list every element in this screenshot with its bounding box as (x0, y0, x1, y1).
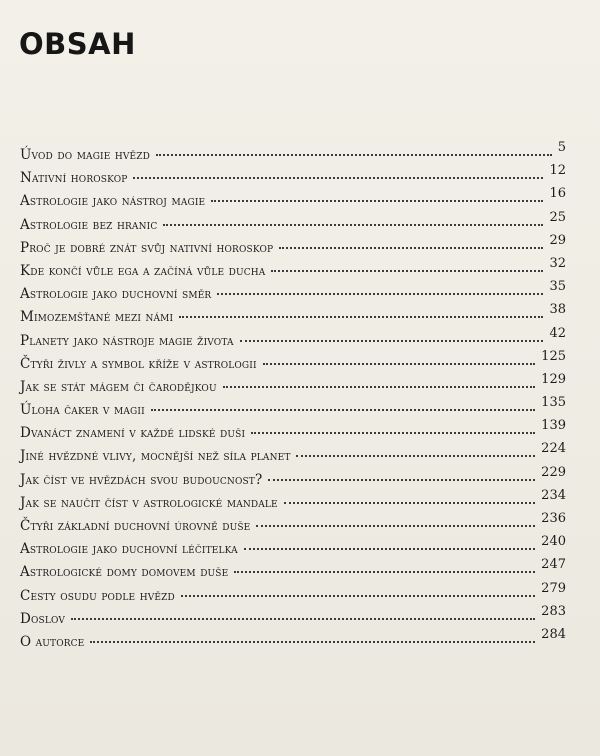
toc-entry-title: Čtyři živly a symbol kříže v astrologii (20, 355, 257, 372)
toc-entry (20, 279, 566, 306)
toc-entry-title: Astrologie jako duchovní směr (20, 286, 212, 303)
dot-leader (251, 432, 535, 434)
dot-leader (211, 200, 543, 202)
toc-entry-page-number: 129 (541, 371, 566, 387)
toc-entry (20, 511, 566, 538)
toc-entry-title: Čtyři základní duchovní úrovně duše (20, 518, 251, 534)
toc-entry-page-number: 234 (541, 487, 566, 503)
toc-entry-title: Astrologie bez hranic (20, 216, 158, 233)
toc-entry-page-number: 38 (549, 302, 566, 318)
toc-entry (20, 534, 566, 561)
toc-entry (20, 140, 566, 167)
toc-entry-title: Úvod do magie hvězd (20, 147, 151, 163)
dot-leader (268, 479, 535, 481)
toc-entry-title: Astrologie jako duchovní léčitelka (20, 541, 238, 558)
dot-leader (179, 316, 543, 318)
toc-entry (20, 557, 566, 584)
toc-entry (20, 302, 566, 329)
table-of-contents (20, 140, 566, 654)
toc-entry (20, 255, 566, 283)
toc-entry (20, 163, 566, 190)
toc-entry-title: Jiné hvězdné vlivy, mocnější než síla planet (20, 448, 291, 465)
toc-entry-page-number: 229 (541, 464, 566, 480)
dot-leader (90, 641, 535, 643)
dot-leader (156, 154, 552, 156)
toc-entry (20, 325, 566, 353)
toc-entry (20, 418, 566, 445)
toc-entry-title: Planety jako nástroje magie života (20, 332, 234, 349)
dot-leader (163, 224, 543, 226)
toc-entry-page-number: 284 (541, 626, 566, 642)
toc-entry-title: Úloha čaker v magii (20, 402, 145, 419)
toc-entry-page-number: 279 (541, 580, 566, 596)
dot-leader (256, 525, 535, 527)
toc-entry-page-number: 135 (541, 395, 566, 411)
toc-entry-page-number: 29 (549, 232, 566, 248)
dot-leader (234, 571, 535, 573)
toc-entry-page-number: 236 (541, 511, 566, 526)
toc-entry-page-number: 139 (541, 418, 566, 434)
toc-entry-page-number: 5 (557, 140, 566, 155)
toc-entry (20, 603, 566, 631)
dot-leader (181, 595, 535, 597)
toc-entry (20, 186, 566, 213)
toc-entry-page-number: 32 (549, 255, 566, 271)
dot-leader (223, 386, 535, 388)
toc-entry (20, 348, 566, 376)
toc-entry (20, 395, 566, 422)
dot-leader (263, 363, 536, 365)
toc-entry-title: Jak se stát mágem či čarodějkou (20, 378, 217, 395)
toc-entry-title: Nativní horoskop (20, 170, 128, 187)
dot-leader (151, 409, 535, 411)
toc-entry-page-number: 25 (549, 209, 566, 225)
toc-entry-title: Astrologické domy domovem duše (20, 564, 229, 581)
toc-entry (20, 371, 566, 399)
toc-entry-title: Mimozemšťané mezi námi (20, 309, 174, 326)
toc-entry-page-number: 224 (541, 441, 566, 457)
dot-leader (217, 293, 543, 295)
dot-leader (296, 455, 535, 457)
toc-entry-title: Jak číst ve hvězdách svou budoucnost? (20, 471, 263, 488)
toc-entry (20, 232, 566, 260)
toc-entry-title: Doslov (20, 610, 65, 627)
dot-leader (279, 247, 543, 249)
toc-entry-page-number: 283 (541, 603, 566, 619)
dot-leader (284, 502, 535, 504)
toc-entry-page-number: 12 (549, 163, 566, 179)
dot-leader (271, 270, 543, 272)
toc-entry (20, 441, 566, 468)
toc-entry (20, 209, 566, 237)
dot-leader (244, 548, 535, 550)
toc-entry-page-number: 125 (541, 348, 566, 364)
toc-entry-title: Proč je dobré znát svůj nativní horoskop (20, 239, 274, 256)
toc-entry (20, 464, 566, 492)
toc-entry (20, 487, 566, 515)
toc-entry-title: Dvanáct znamení v každé lidské duši (20, 425, 246, 442)
toc-entry-title: Cesty osudu podle hvězd (20, 587, 175, 604)
toc-entry (20, 580, 566, 608)
toc-entry (20, 626, 566, 654)
toc-entry-title: Astrologie jako nástroj magie (20, 193, 206, 210)
toc-entry-page-number: 247 (541, 557, 566, 573)
toc-entry-page-number: 42 (549, 325, 566, 341)
toc-entry-page-number: 240 (541, 534, 566, 550)
dot-leader (133, 177, 543, 179)
toc-entry-page-number: 35 (549, 279, 566, 295)
toc-entry-title: O autorce (20, 633, 85, 650)
toc-entry-title: Jak se naučit číst v astrologické mandale (20, 494, 278, 511)
dot-leader (71, 618, 535, 620)
toc-entry-page-number: 16 (549, 186, 566, 202)
toc-entry-title: Kde končí vůle ega a začíná vůle ducha (20, 262, 266, 279)
page-title: OBSAH (19, 27, 136, 61)
dot-leader (240, 340, 544, 342)
